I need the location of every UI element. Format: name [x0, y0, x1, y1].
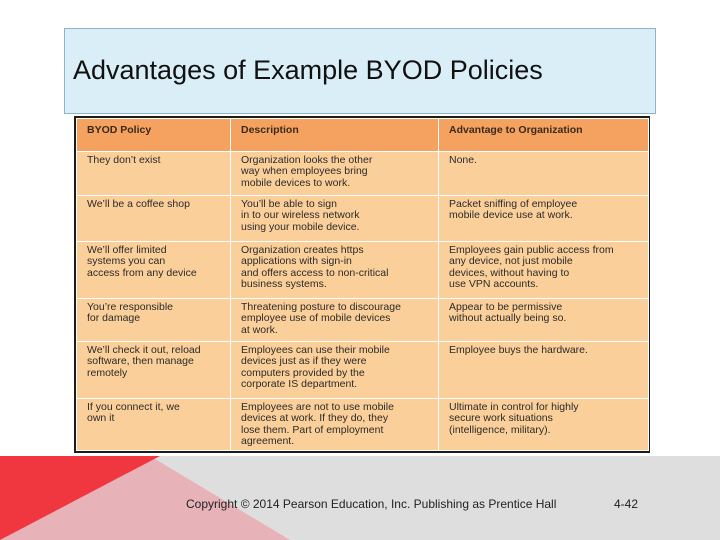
header-description: Description	[231, 119, 439, 152]
description-cell: Organization creates https applications with sign-in and offers access to non-critical business systems.	[231, 242, 439, 299]
copyright-text: Copyright © 2014 Pearson Education, Inc. Publishing as Prentice Hall	[186, 497, 557, 511]
table-row	[77, 196, 649, 242]
description-cell: Threatening posture to discourage employee use of mobile devices at work.	[231, 299, 439, 342]
slide-title: Advantages of Example BYOD Policies	[73, 55, 543, 85]
advantage-cell: Ultimate in control for highly secure work situations (intelligence, military).	[439, 399, 649, 451]
advantage-cell: Packet sniffing of employee mobile device use at work.	[439, 196, 649, 242]
policy-cell: They don’t exist	[77, 152, 231, 196]
byod-table-frame	[74, 116, 650, 453]
policy-cell: We’ll offer limited systems you can access from any device	[77, 242, 231, 299]
description-cell: Organization looks the other way when employees bring mobile devices to work.	[231, 152, 439, 196]
advantage-cell: Employees gain public access from any device, not just mobile devices, without having to use VPN accounts.	[439, 242, 649, 299]
description-cell: You’ll be able to sign in to our wireless network using your mobile device.	[231, 196, 439, 242]
advantage-cell: None.	[439, 152, 649, 196]
policy-cell: If you connect it, we own it	[77, 399, 231, 451]
table-row	[77, 242, 649, 299]
policy-cell: We’ll check it out, reload software, then manage remotely	[77, 342, 231, 399]
advantage-cell: Employee buys the hardware.	[439, 342, 649, 399]
page-number: 4-42	[614, 497, 639, 511]
policy-cell: You’re responsible for damage	[77, 299, 231, 342]
table-header-row	[77, 119, 649, 152]
table-row	[77, 299, 649, 342]
description-cell: Employees can use their mobile devices just as if they were computers provided by the corporate IS department.	[231, 342, 439, 399]
table-row	[77, 342, 649, 399]
title-box	[64, 28, 656, 114]
advantage-cell: Appear to be permissive without actually being so.	[439, 299, 649, 342]
table-row	[77, 152, 649, 196]
byod-policy-table	[76, 118, 649, 451]
header-byod-policy: BYOD Policy	[77, 119, 231, 152]
header-advantage: Advantage to Organization	[439, 119, 649, 152]
table-row	[77, 399, 649, 451]
policy-cell: We’ll be a coffee shop	[77, 196, 231, 242]
description-cell: Employees are not to use mobile devices at work. If they do, they lose them. Part of employment agreement.	[231, 399, 439, 451]
